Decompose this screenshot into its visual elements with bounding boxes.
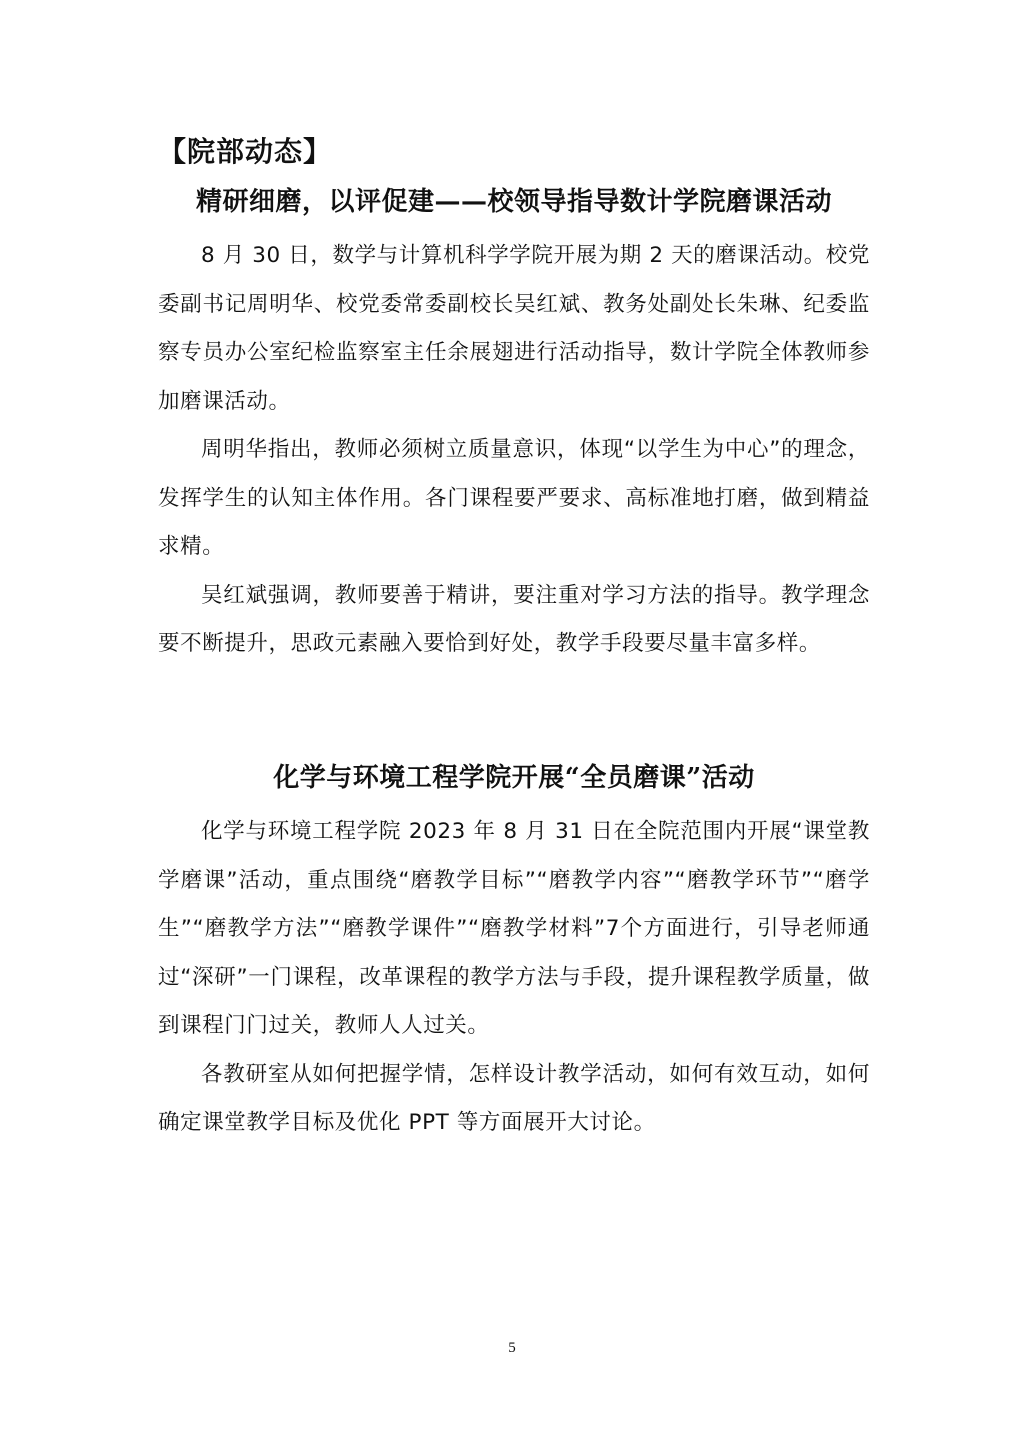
article-math-cs <box>158 178 870 669</box>
article-paragraph: 化学与环境工程学院 2023 年 8 月 31 日在全院范围内开展“课堂教学磨课”活动，重点围绕“磨教学目标”“磨教学内容”“磨教学环节”“磨学生”“磨教学方法”“磨教学课件”“磨教学材料”7个方面进行，引导老师通过“深研”一门课程，改革课程的教学方法与手段，提升课程教学质量，做到课程门门过关，教师人人过关。 <box>158 819 870 1038</box>
article-paragraph: 各教研室从如何把握学情，怎样设计教学活动，如何有效互动，如何确定课堂教学目标及优化 PPT 等方面展开大讨论。 <box>158 1061 870 1135</box>
article-paragraph: 吴红斌强调，教师要善于精讲，要注重对学习方法的指导。教学理念要不断提升，思政元素融入要恰到好处，教学手段要尽量丰富多样。 <box>158 582 870 656</box>
article-paragraph: 8 月 30 日，数学与计算机科学学院开展为期 2 天的磨课活动。校党委副书记周明华、校党委常委副校长吴红斌、教务处副处长朱琳、纪委监察专员办公室纪检监察室主任余展翅进行活动指导，数计学院全体教师参加磨课活动。 <box>158 243 870 414</box>
article-paragraph: 周明华指出，教师必须树立质量意识，体现“以学生为中心”的理念，发挥学生的认知主体作用。各门课程要严要求、高标准地打磨，做到精益求精。 <box>158 437 870 559</box>
article-chem-env <box>158 754 870 1148</box>
page-number: 5 <box>508 1340 516 1356</box>
article-headline: 化学与环境工程学院开展“全员磨课”活动 <box>273 763 755 793</box>
section-tag: 【院部动态】 <box>158 135 333 168</box>
article-headline: 精研细磨，以评促建——校领导指导数计学院磨课活动 <box>195 187 832 217</box>
